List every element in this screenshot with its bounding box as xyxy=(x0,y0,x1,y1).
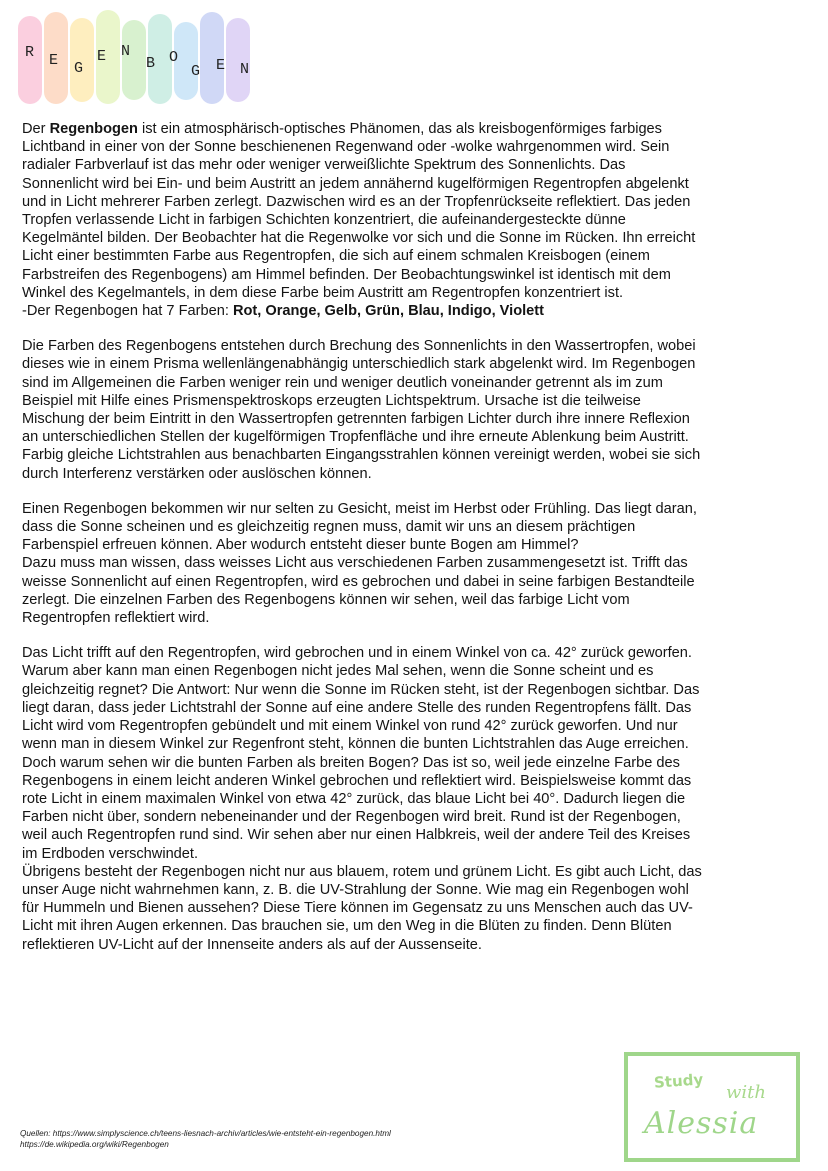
text-line xyxy=(22,120,810,138)
study-with-alessia-logo xyxy=(624,1052,800,1162)
text-line: Beispiel mit Hilfe eines Prismenspektroskops erzeugten Lichtspektrum. Ursache ist die teilweise xyxy=(22,392,641,409)
text-line: Die Farben des Regenbogens entstehen durch Brechung des Sonnenlichts in den Wassertropfen, wobei xyxy=(22,338,696,355)
text-span: Der xyxy=(22,121,50,137)
source-link-1[interactable]: Quellen: https://www.simplyscience.ch/teens-liesnach-archiv/articles/wie-entsteht-ein-regenbogen.html xyxy=(20,1129,391,1138)
title-letter: E xyxy=(97,48,107,65)
text-line: Sonnenlicht wird bei Ein- und beim Austritt an jedem annähernd kugelförmigen Regentropfen abgelenkt xyxy=(22,175,689,192)
title-letter: E xyxy=(49,52,59,69)
text-line: Winkel des Kegelmantels, in dem diese Farbe beim Austritt am Regentropfen konzentriert ist. xyxy=(22,284,624,301)
text-line: Übrigens besteht der Regenbogen nicht nur aus blauem, rotem und grünem Licht. Es gibt auch Licht, das xyxy=(22,863,702,880)
text-line: für Hummeln und Bienen aussehen? Diese Tiere können im Gegensatz zu uns Menschen auch das UV- xyxy=(22,900,693,917)
text-line: im Erdboden verschwindet. xyxy=(22,845,199,862)
text-line: Farben nicht über, sondern nebeneinander und der Regenbogen wird breit. Rund ist der Regenbogen, xyxy=(22,809,681,826)
logo-with-text: with xyxy=(726,1082,766,1103)
text-line: an unterschiedlichen Stellen der kugelförmigen Tropfenfläche und ihre erneute Ablenkung beim Austritt. xyxy=(22,429,689,446)
text-line: dass die Sonne scheinen und es gleichzeitig regnen muss, damit wir uns an diesem prächtigen xyxy=(22,519,636,536)
text-line: weisse Sonnenlicht auf einen Regentropfen, wird es gebrochen und dabei in seine farbigen Bestandteile xyxy=(22,573,695,590)
text-line: Farbstreifen des Regenbogens) am Himmel befinden. Der Beobachtungswinkel ist identisch mit dem xyxy=(22,266,671,283)
title-letter: B xyxy=(146,55,156,72)
text-line: weil auch Regentropfen rund sind. Wir sehen aber nur einen Halbkreis, weil der andere Teil des Kreises xyxy=(22,827,691,844)
title-pill-5 xyxy=(122,20,146,100)
text-line: Das Licht trifft auf den Regentropfen, wird gebrochen und in einem Winkel von ca. 42° zurück geworfen. xyxy=(22,645,692,662)
text-line: radialer Farbverlauf ist das mehr oder weniger verweißlichte Spektrum des Sonnenlichts. Das xyxy=(22,157,626,174)
title-letter: G xyxy=(74,60,84,77)
paragraph-definition xyxy=(22,120,810,320)
text-line: Farbenspiel erfreuen können. Aber wodurch entsteht dieser bunte Bogen am Himmel? xyxy=(22,537,579,554)
rainbow-colors-list: Rot, Orange, Gelb, Grün, Blau, Indigo, Violett xyxy=(232,303,545,320)
logo-name-text: Alessia xyxy=(644,1106,759,1141)
text-line: Regenbogens in einem leicht anderen Winkel gebrochen und reflektiert wird. Beispielsweise kommt das xyxy=(22,772,692,789)
paragraph-visibility xyxy=(22,500,810,627)
text-line: Tropfen verlassende Licht in farbigen Schichten konzentriert, die aufeinandergesteckte dünne xyxy=(22,212,626,229)
text-line: Licht mit ihren Augen erkennen. Das brauchen sie, um den Weg in die Blüten zu finden. Denn Blüten xyxy=(22,918,672,935)
text-line: Warum aber kann man einen Regenbogen nicht jedes Mal sehen, wenn die Sonne scheint und es xyxy=(22,663,654,680)
text-line: Einen Regenbogen bekommen wir nur selten zu Gesicht, meist im Herbst oder Frühling. Das liegt daran, xyxy=(22,500,697,517)
text-line: liegt daran, dass jeder Lichtstrahl der Sonne auf eine andere Stelle des runden Regentropfens fällt. Das xyxy=(22,699,692,716)
text-line: Mischung der beim Eintritt in den Wassertropfen getrennten farbigen Lichter durch ihre innere Reflexion xyxy=(22,411,690,428)
source-link-2[interactable]: https://de.wikipedia.org/wiki/Regenbogen xyxy=(20,1140,169,1149)
text-line: dieses wie in einem Prisma wellenlängenabhängig unterschiedlich stark abgelenkt wird. Im Regenbogen xyxy=(22,356,696,373)
keyword-regenbogen: Regenbogen xyxy=(49,121,138,137)
text-span: ist ein atmosphärisch-optisches Phänomen, das als kreisbogenförmiges farbiges xyxy=(137,121,662,137)
text-line: Dazu muss man wissen, dass weisses Licht aus verschiedenen Farben zusammengesetzt ist. Trifft das xyxy=(22,555,688,572)
text-line: Licht wird vom Regentropfen gebündelt und mit einem Winkel von rund 42° zurück geworfen. Und nur xyxy=(22,718,678,735)
text-line: Lichtband in einer von der Sonne beschienenen Regenwand oder -wolke wahrgenommen wird. Sein xyxy=(22,139,670,156)
paragraph-angle xyxy=(22,644,810,953)
text-line: Regentropfen reflektiert wird. xyxy=(22,610,210,627)
text-line: unser Auge nicht wahrnehmen kann, z. B. die UV-Strahlung der Sonne. Wie mag ein Regenbogen wohl xyxy=(22,881,689,898)
text-line: Doch warum sehen wir die bunten Farben als breiten Bogen? Das ist so, weil jede einzelne Farbe des xyxy=(22,754,680,771)
text-span: -Der Regenbogen hat 7 Farben: xyxy=(22,303,233,320)
text-line: zerlegt. Die einzelnen Farben des Regenbogens können wir sehen, weil das farbige Licht vom xyxy=(22,591,630,608)
text-line: reflektieren UV-Licht auf der Innenseite anders als auf der Aussenseite. xyxy=(22,936,482,953)
logo-study-text: Study xyxy=(653,1070,704,1092)
text-line xyxy=(22,302,810,320)
text-line: rote Licht in einem maximalen Winkel von etwa 42° zurück, das blaue Licht bei 40°. Dadurch liegen die xyxy=(22,790,686,807)
title-letter: O xyxy=(169,49,179,66)
title-letter: R xyxy=(25,44,35,61)
text-line: gleichzeitig regnet? Die Antwort: Nur wenn die Sonne im Rücken steht, ist der Regenbogen sichtbar. Das xyxy=(22,681,700,698)
text-line: und in Licht mehrerer Farben zerlegt. Dazwischen wird es an der Tropfenrückseite reflektiert. Das jeden xyxy=(22,193,691,210)
title-pill-9 xyxy=(226,18,250,102)
title-letter: G xyxy=(191,63,201,80)
text-line: Licht einer bestimmten Farbe aus Regentropfen, die sich auf einem schmalen Kreisbogen (einem xyxy=(22,248,650,265)
text-line: Kegelmäntel bilden. Der Beobachter hat die Regenwolke vor sich und die Sonne im Rücken. Ihn erreicht xyxy=(22,230,696,247)
title-letter: N xyxy=(121,43,131,60)
title-letter: N xyxy=(240,61,250,78)
paragraph-refraction xyxy=(22,337,810,483)
text-line: Farbig gleiche Lichtstrahlen aus benachbarten Eingangsstrahlen können vereinigt werden, wobei sie sich xyxy=(22,447,701,464)
title-letter: E xyxy=(216,57,226,74)
text-line: wenn man in diesem Winkel zur Regenfront steht, können die bunten Lichtstrahlen das Auge erreichen. xyxy=(22,736,689,753)
sources xyxy=(20,1128,391,1150)
text-line: durch Interferenz verstärken oder auslöschen können. xyxy=(22,465,372,482)
text-line: sind im Allgemeinen die Farben weniger rein und weniger deutlich voneinander getrennt als im zum xyxy=(22,374,663,391)
article-body xyxy=(22,120,810,971)
page-title-logo xyxy=(18,10,258,102)
